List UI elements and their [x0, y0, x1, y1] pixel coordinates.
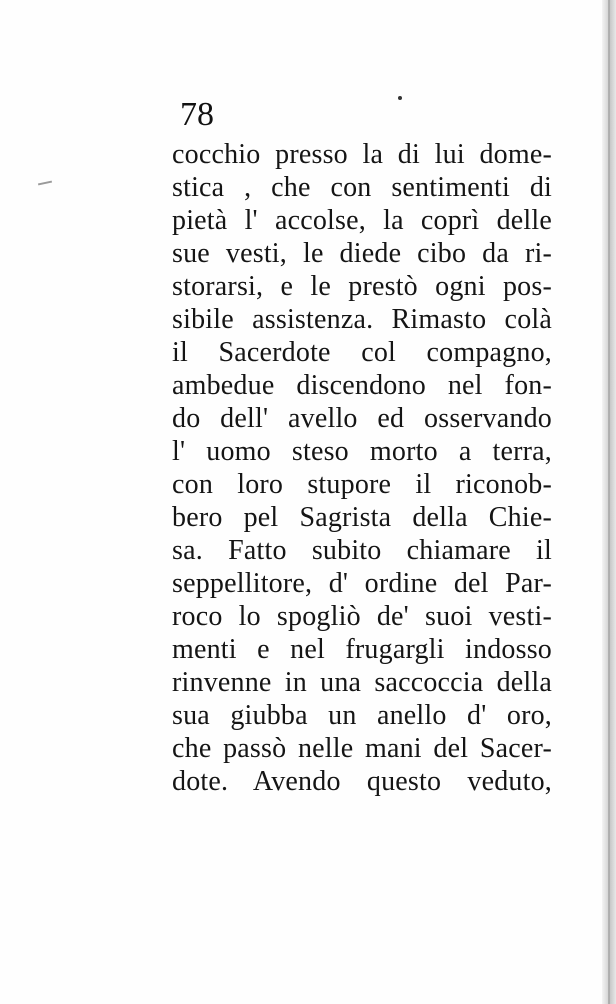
text-line: cocchio presso la di lui dome-	[172, 139, 552, 170]
text-line: dote. Avendo questo veduto,	[172, 766, 552, 797]
page-edge-shadow	[608, 0, 610, 1004]
text-line: sa. Fatto subito chiamare il	[172, 535, 552, 566]
text-line: sue vesti, le diede cibo da ri-	[172, 238, 552, 269]
text-line: do dell' avello ed osservando	[172, 403, 552, 434]
text-line: seppellitore, d' ordine del Par-	[172, 568, 552, 599]
body-text	[172, 138, 552, 798]
text-line: stica , che con sentimenti di	[172, 172, 552, 203]
text-line: che passò nelle mani del Sacer-	[172, 733, 552, 764]
margin-mark	[38, 181, 52, 186]
text-line: il Sacerdote col compagno,	[172, 337, 552, 368]
text-line: rinvenne in una saccoccia della	[172, 667, 552, 698]
text-line: bero pel Sagrista della Chie-	[172, 502, 552, 533]
text-line: sua giubba un anello d' oro,	[172, 700, 552, 731]
text-line: roco lo spogliò de' suoi vesti-	[172, 601, 552, 632]
text-line: ambedue discendono nel fon-	[172, 370, 552, 401]
page-number: 78	[180, 96, 214, 133]
text-line: pietà l' accolse, la coprì delle	[172, 205, 552, 236]
text-line: storarsi, e le prestò ogni pos-	[172, 271, 552, 302]
text-line: l' uomo steso morto a terra,	[172, 436, 552, 467]
text-line: sibile assistenza. Rimasto colà	[172, 304, 552, 335]
speck-dot	[398, 96, 402, 100]
text-line: menti e nel frugargli indosso	[172, 634, 552, 665]
text-line: con loro stupore il riconob-	[172, 469, 552, 500]
